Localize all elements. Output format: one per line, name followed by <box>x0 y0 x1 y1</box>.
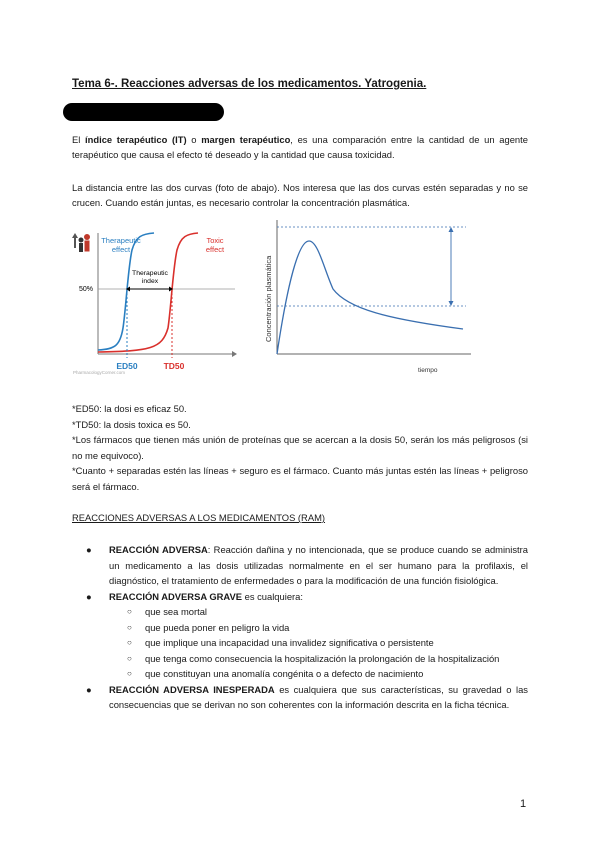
plasma-concentration-figure <box>258 217 473 379</box>
bullet-icon: ● <box>86 590 92 602</box>
redacted-block <box>63 103 224 121</box>
ed50-label: ED50 <box>116 361 138 371</box>
circle-bullet-icon: ○ <box>127 607 132 616</box>
ram-item-adverse-term: REACCIÓN ADVERSA <box>109 544 208 555</box>
term-therapeutic-margin: margen terapéutico <box>201 134 291 145</box>
intro-p1-rest: , es una comparación entre la cantidad de un agente terapéutico que causa el efecto té deseado y la cantidad que causa toxicidad. <box>72 134 528 160</box>
ram-item-serious-term: REACCIÓN ADVERSA GRAVE <box>109 590 242 602</box>
circle-bullet-icon: ○ <box>127 653 132 663</box>
ram-item-serious <box>82 589 528 605</box>
toxic-effect-label: Toxic <box>206 236 224 245</box>
note-separation: *Cuanto + separadas estén las líneas + seguro es el fármaco. Cuanto más juntas estén las líneas + peligroso será el fármaco. <box>72 465 528 492</box>
therapeutic-effect-label-2: effect <box>111 245 131 254</box>
ram-item-unexpected-text: es cualquiera que sus características, su gravedad o las consecuencias que se derivan no son coherentes con la información descrita en la ficha técnica. <box>109 683 528 710</box>
intro-paragraph-1 <box>72 132 528 162</box>
therapeutic-index-label: Therapeutic <box>132 270 168 277</box>
circle-bullet-icon: ○ <box>127 669 132 678</box>
ram-item-unexpected-term: REACCIÓN ADVERSA INESPERADA <box>109 683 275 695</box>
subitem-text: que sea mortal <box>145 606 208 617</box>
therapeutic-effect-label: Therapeutic <box>101 236 141 245</box>
intro-p1-prefix: El <box>72 134 86 145</box>
serious-subitem <box>82 666 528 682</box>
note-ed50: *ED50: la dosi es eficaz 50. <box>72 403 187 414</box>
ram-list <box>82 542 528 713</box>
plasma-curve <box>277 241 463 354</box>
plasma-x-label: tiempo <box>418 367 438 374</box>
intro-p1-mid: o <box>186 134 202 145</box>
dose-response-figure <box>70 228 240 378</box>
notes-list <box>72 401 528 494</box>
serious-subitem <box>82 635 528 651</box>
page-title: Tema 6-. Reacciones adversas de los medicamentos. Yatrogenia. <box>72 78 427 90</box>
fifty-percent-tick: 50% <box>79 286 94 293</box>
plasma-y-label: Concentración plasmática <box>264 255 273 342</box>
ram-heading: REACCIONES ADVERSAS A LOS MEDICAMENTOS (RAM) <box>72 512 326 523</box>
intro-paragraph-2: La distancia entre las dos curvas (foto de abajo). Nos interesa que las dos curvas estén separadas y no se crucen. Cuando están juntas, es necesario controlar la concentración plasmática. <box>72 182 528 208</box>
people-icon <box>72 233 90 252</box>
note-td50: *TD50: la dosis toxica es 50. <box>72 418 191 430</box>
ram-item-serious-text: es cualquiera: <box>242 590 303 602</box>
subitem-text: que tenga como consecuencia la hospitalización la prolongación de la hospitalización <box>145 652 500 664</box>
therapeutic-index-label-2: index <box>141 278 159 285</box>
watermark: PharmacologyCorner.com <box>73 370 126 375</box>
subitem-text: que pueda poner en peligro la vida <box>145 621 290 633</box>
bullet-icon: ● <box>86 683 92 695</box>
toxic-effect-label-2: effect <box>205 245 225 254</box>
bullet-icon: ● <box>86 544 92 555</box>
note-protein-binding: *Los fármacos que tienen más unión de proteínas que se acercan a la dosis 50, serán los más peligrosos (si no me equivoco). <box>72 434 528 461</box>
subitem-text: que implique una incapacidad una invalidez significativa o persistente <box>145 637 434 648</box>
td50-label: TD50 <box>163 361 185 371</box>
subitem-text: que constituyan una anomalía congénita o a defecto de nacimiento <box>145 668 424 679</box>
circle-bullet-icon: ○ <box>127 638 132 647</box>
term-therapeutic-index: índice terapéutico (IT) <box>85 134 187 145</box>
serious-subitem <box>82 604 528 620</box>
ram-item-unexpected <box>82 682 528 713</box>
serious-subitem <box>82 651 528 667</box>
circle-bullet-icon: ○ <box>127 622 132 632</box>
page-number: 1 <box>520 798 527 810</box>
ram-item-adverse-text: : Reacción dañina y no intencionada, que se produce cuando se administra un medicamento a las dosis utilizadas normalmente en el ser humano para la profilaxis, el diagnóstico, el tratamiento de enfermedades o para la modificación de una función fisiológica. <box>109 544 528 586</box>
serious-subitem <box>82 620 528 636</box>
ram-item-adverse <box>82 542 528 589</box>
